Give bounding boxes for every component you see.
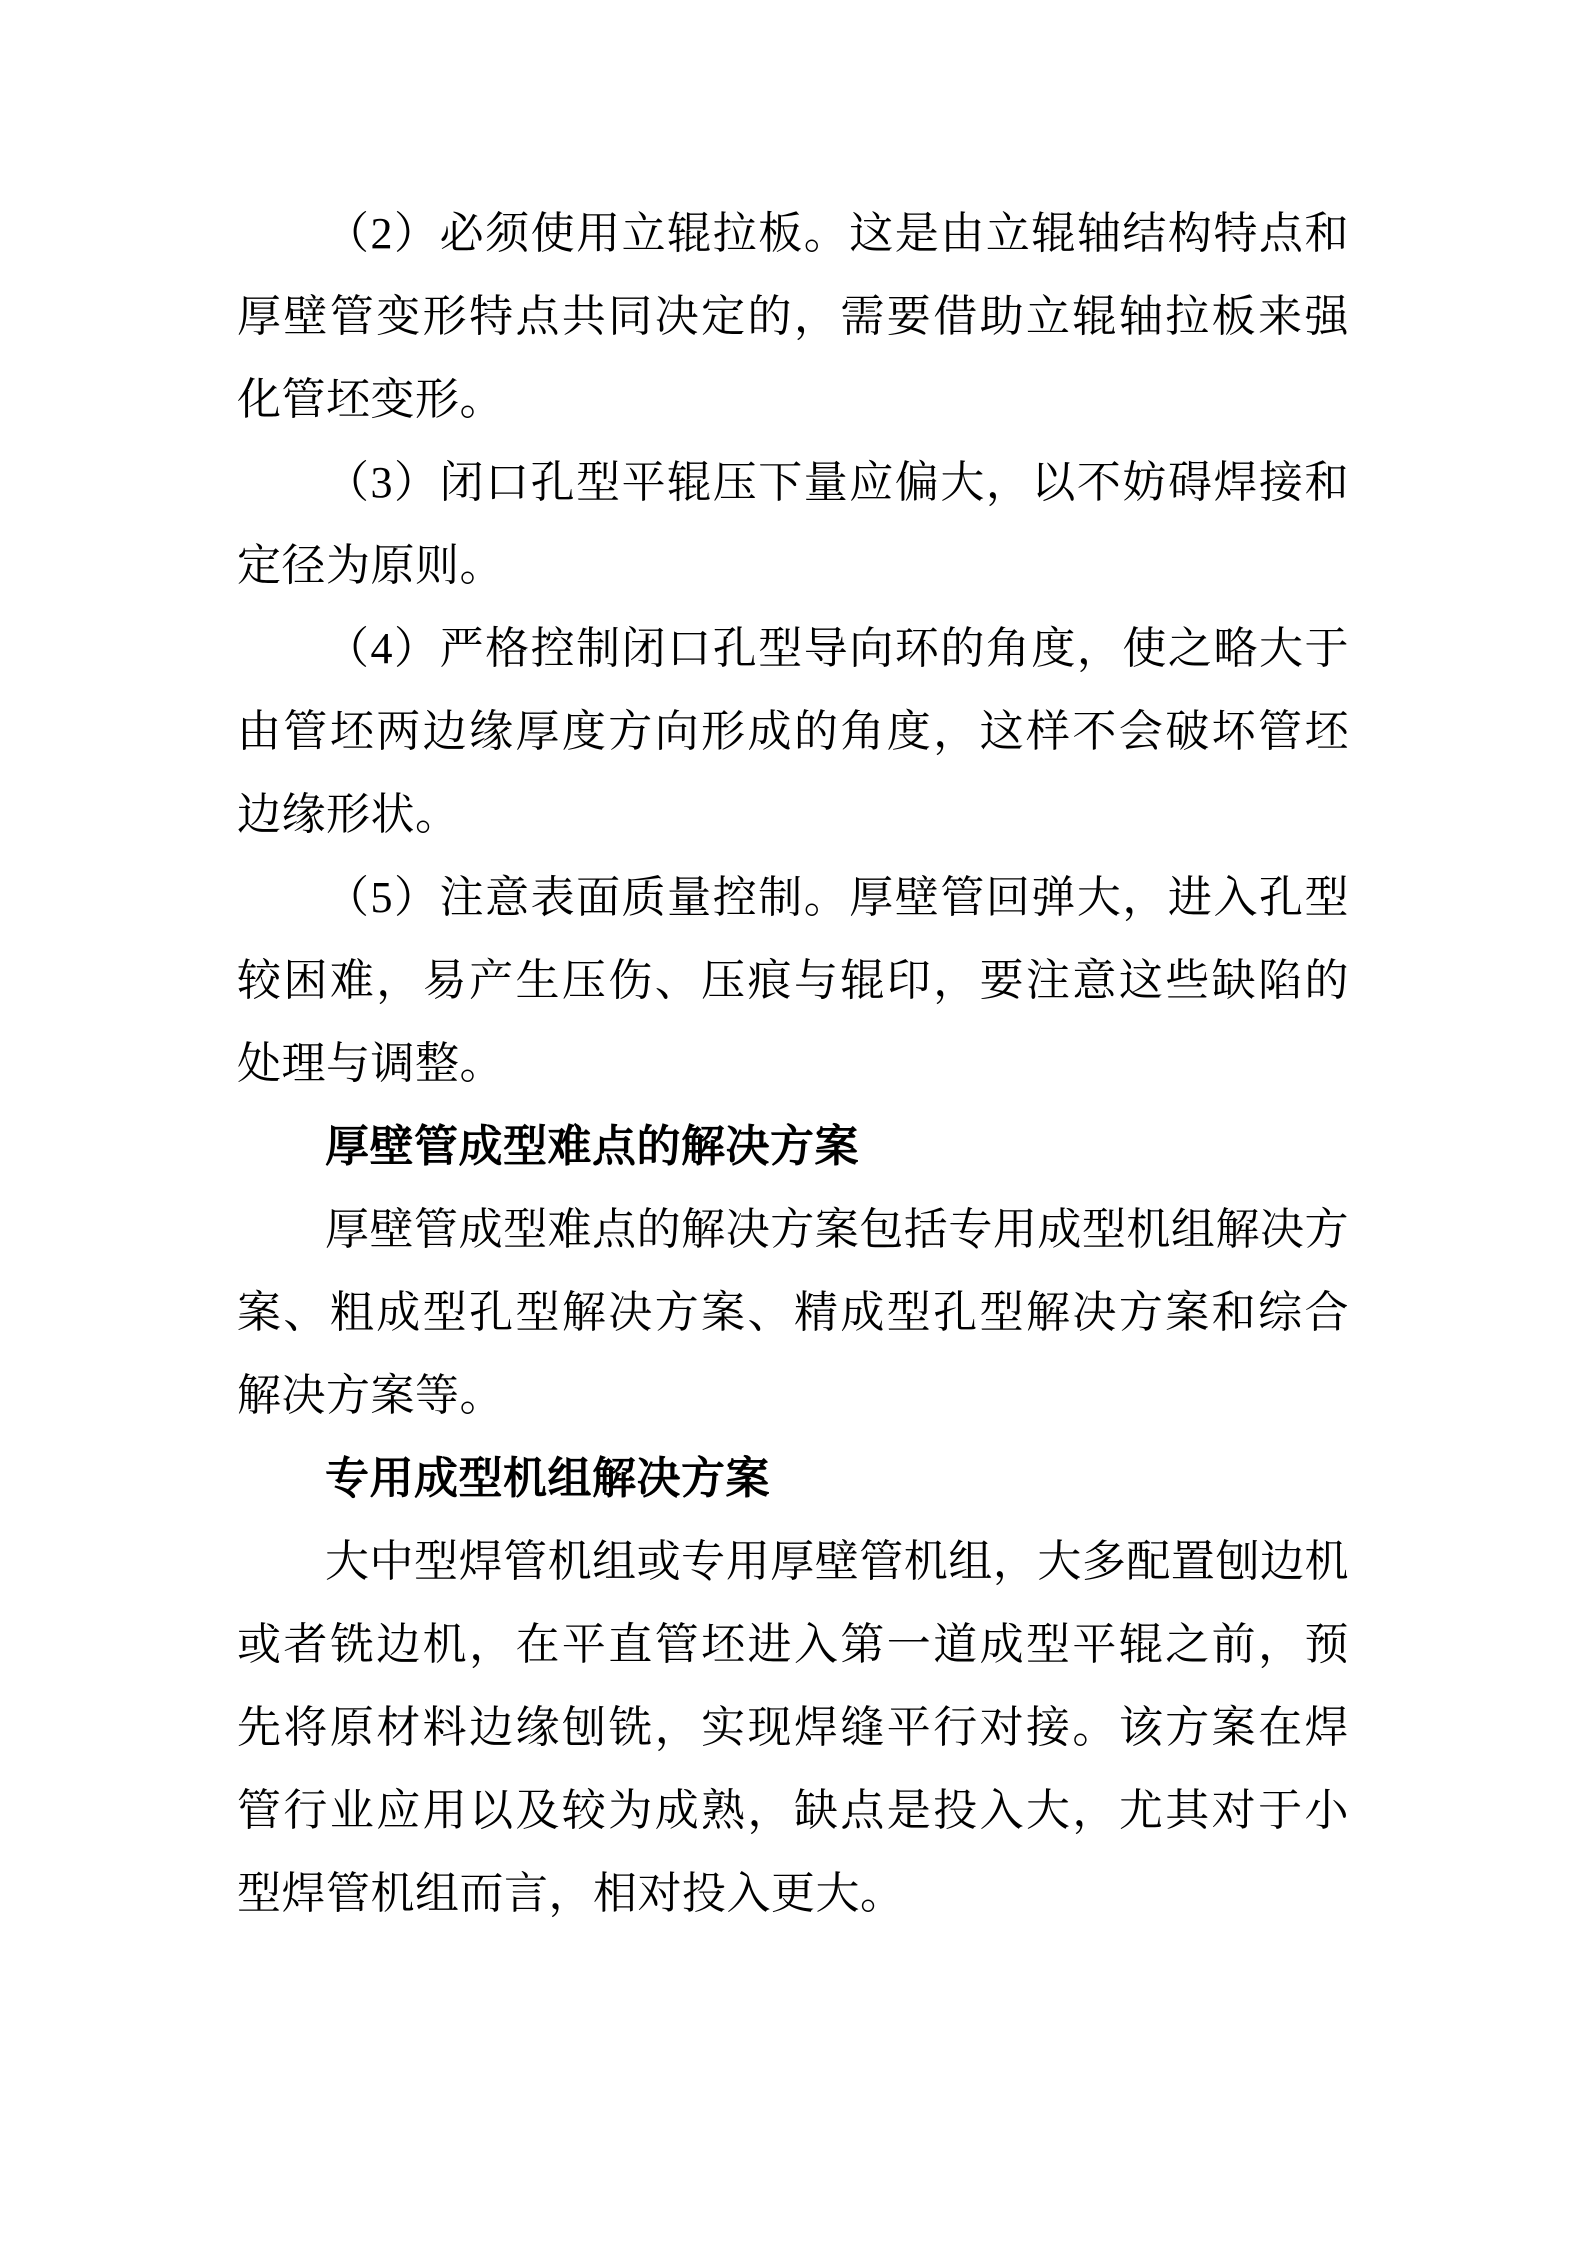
paragraph: （3）闭口孔型平辊压下量应偏大，以不妨碍焊接和定径为原则。 xyxy=(237,458,1349,590)
paragraph: （5）注意表面质量控制。厚壁管回弹大，进入孔型较困难，易产生压伤、压痕与辊印，要注意这些缺陷的处理与调整。 xyxy=(237,873,1349,1088)
paragraph: （4）严格控制闭口孔型导向环的角度，使之略大于由管坯两边缘厚度方向形成的角度，这样不会破坏管坯边缘形状。 xyxy=(237,624,1349,839)
section-heading: 厚壁管成型难点的解决方案 xyxy=(325,1122,859,1171)
paragraph: 厚壁管成型难点的解决方案包括专用成型机组解决方案、粗成型孔型解决方案、精成型孔型解决方案和综合解决方案等。 xyxy=(237,1205,1349,1420)
section-heading: 专用成型机组解决方案 xyxy=(325,1454,770,1503)
text-content xyxy=(237,192,1349,1935)
paragraph: （2）必须使用立辊拉板。这是由立辊轴结构特点和厚壁管变形特点共同决定的，需要借助立辊轴拉板来强化管坯变形。 xyxy=(237,209,1349,424)
paragraph: 大中型焊管机组或专用厚壁管机组，大多配置刨边机或者铣边机，在平直管坯进入第一道成型平辊之前，预先将原材料边缘刨铣，实现焊缝平行对接。该方案在焊管行业应用以及较为成熟，缺点是投入大，尤其对于小型焊管机组而言，相对投入更大。 xyxy=(237,1537,1349,1918)
